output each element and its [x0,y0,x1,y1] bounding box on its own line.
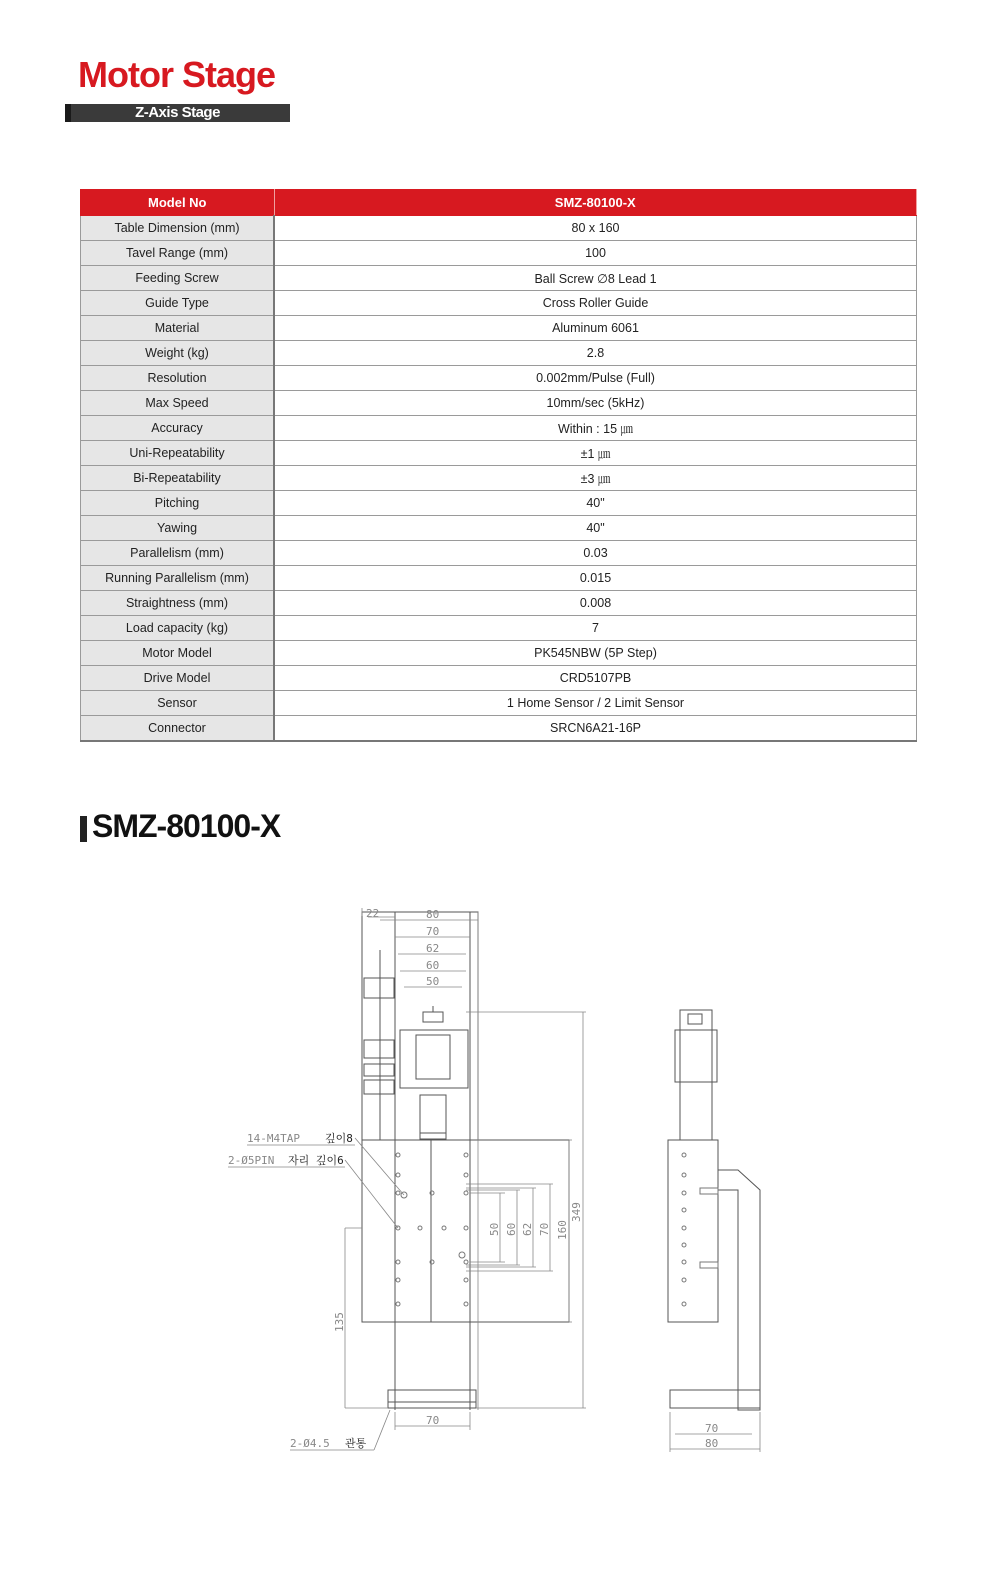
spec-key: Straightness (mm) [81,591,275,616]
dim-80-top: 80 [426,908,440,921]
callout-pin-depth: 자리 깊이6 [288,1154,344,1167]
spec-key: Bi-Repeatability [81,466,275,491]
spec-row [81,516,917,541]
spec-key: Max Speed [81,391,275,416]
callout-hole-note: 관통 [345,1437,367,1450]
dim-22: 22 [366,907,380,920]
spec-row [81,616,917,641]
spec-row [81,666,917,691]
callout-tap-depth: 깊이8 [325,1132,353,1145]
spec-row [81,691,917,716]
spec-key: Table Dimension (mm) [81,216,275,241]
spec-row [81,316,917,341]
dim-135-v: 135 [333,1312,346,1332]
side-dim-70: 70 [705,1422,719,1435]
side-table-plate [668,1140,718,1322]
dim-60-top: 60 [426,959,440,972]
spec-value: 10mm/sec (5kHz) [274,391,917,416]
spec-value: 40" [274,516,917,541]
spec-row [81,391,917,416]
spec-key: Uni-Repeatability [81,441,275,466]
spec-value: 100 [274,241,917,266]
spec-header-key: Model No [81,190,275,216]
dim-62-v: 62 [521,1222,534,1236]
spec-value: ±3 ㎛ [274,466,917,491]
spec-value: 80 x 160 [274,216,917,241]
dim-70-v: 70 [538,1222,551,1236]
spec-value: 0.002mm/Pulse (Full) [274,366,917,391]
spec-row [81,491,917,516]
spec-key: Material [81,316,275,341]
spec-key: Load capacity (kg) [81,616,275,641]
dim-60-v: 60 [505,1222,518,1236]
spec-row [81,266,917,291]
spec-key: Yawing [81,516,275,541]
spec-row [81,241,917,266]
callout-pin-spec: 2-Ø5PIN [228,1154,275,1167]
spec-value: Ball Screw ∅8 Lead 1 [274,266,917,291]
spec-value: SRCN6A21-16P [274,716,917,742]
spec-key: Resolution [81,366,275,391]
spec-table-header [81,190,917,216]
spec-row [81,716,917,742]
spec-value: 0.008 [274,591,917,616]
spec-value: 7 [274,616,917,641]
spec-value: 1 Home Sensor / 2 Limit Sensor [274,691,917,716]
front-base [388,1390,476,1408]
spec-row [81,216,917,241]
dim-50-v: 50 [488,1222,501,1236]
spec-key: Guide Type [81,291,275,316]
technical-drawing [0,890,1000,1470]
spec-value: CRD5107PB [274,666,917,691]
spec-row [81,441,917,466]
side-base [670,1390,760,1408]
spec-value: Cross Roller Guide [274,291,917,316]
spec-key: Motor Model [81,641,275,666]
spec-key: Connector [81,716,275,742]
callout-hole-spec: 2-Ø4.5 [290,1437,330,1450]
spec-row [81,416,917,441]
side-motor [675,1030,717,1082]
front-knob [423,1012,443,1022]
spec-row [81,591,917,616]
spec-header-value: SMZ-80100-X [274,190,917,216]
spec-value: 0.015 [274,566,917,591]
spec-key: Parallelism (mm) [81,541,275,566]
model-heading-text: SMZ-80100-X [92,808,281,844]
spec-row [81,541,917,566]
spec-key: Sensor [81,691,275,716]
spec-key: Accuracy [81,416,275,441]
page-title: Motor Stage [78,54,276,95]
dim-50-top: 50 [426,975,440,988]
spec-key: Pitching [81,491,275,516]
callout-tap-spec: 14-M4TAP [247,1132,300,1145]
spec-row [81,641,917,666]
spec-value: 40" [274,491,917,516]
dim-70-bottom: 70 [426,1414,440,1427]
spec-key: Tavel Range (mm) [81,241,275,266]
page-subtitle: Z-Axis Stage [135,104,220,121]
spec-value: PK545NBW (5P Step) [274,641,917,666]
dim-62-top: 62 [426,942,440,955]
spec-key: Feeding Screw [81,266,275,291]
dim-349-v: 349 [570,1202,583,1222]
spec-key: Running Parallelism (mm) [81,566,275,591]
spec-value: 2.8 [274,341,917,366]
spec-value: Within : 15 ㎛ [274,416,917,441]
spec-row [81,341,917,366]
spec-row [81,466,917,491]
spec-value: ±1 ㎛ [274,441,917,466]
spec-table-body [81,216,917,742]
spec-row [81,291,917,316]
dim-160-v: 160 [556,1220,569,1240]
spec-table [80,189,917,742]
spec-value: Aluminum 6061 [274,316,917,341]
spec-key: Drive Model [81,666,275,691]
spec-value: 0.03 [274,541,917,566]
side-bracket [718,1170,760,1410]
front-tap-holes [396,1153,468,1306]
side-dim-80: 80 [705,1437,719,1450]
subtitle-bar [65,104,290,122]
spec-row [81,566,917,591]
model-heading-marker [80,816,87,842]
dim-70-top: 70 [426,925,440,938]
spec-row [81,366,917,391]
spec-key: Weight (kg) [81,341,275,366]
